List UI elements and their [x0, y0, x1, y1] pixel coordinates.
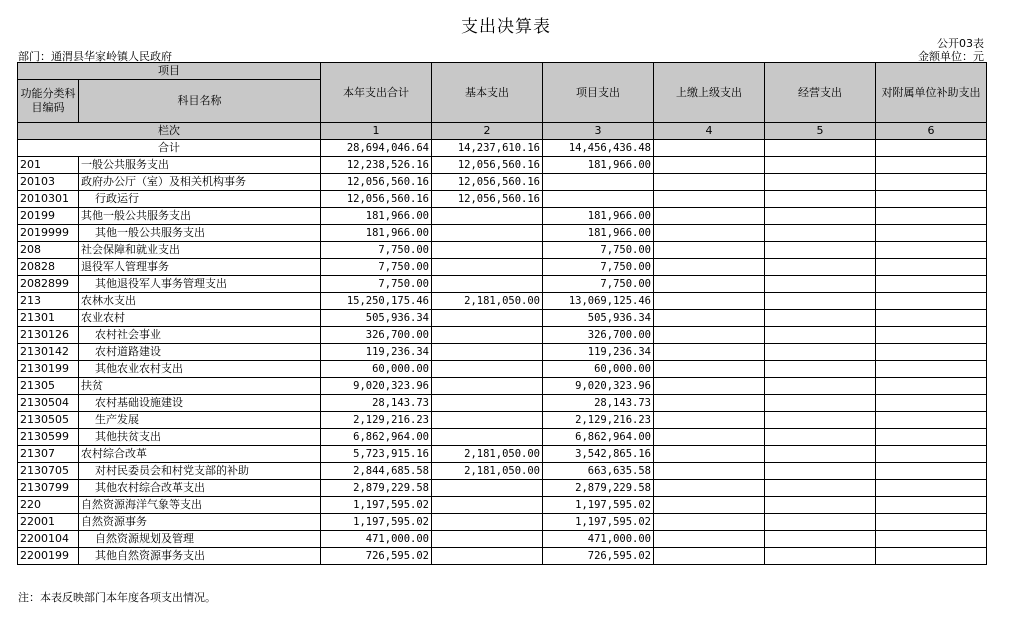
amount-cell: 7,750.00 — [543, 259, 654, 276]
amount-cell — [654, 225, 765, 242]
table-row — [18, 276, 987, 293]
table-row — [18, 327, 987, 344]
amount-cell — [765, 548, 876, 565]
subject-name-cell: 其他扶贫支出 — [79, 429, 321, 446]
table-row — [18, 361, 987, 378]
subject-name-cell: 生产发展 — [79, 412, 321, 429]
amount-cell: 471,000.00 — [543, 531, 654, 548]
amount-cell — [654, 446, 765, 463]
func-code-header: 功能分类科目编码 — [18, 80, 79, 123]
amount-cell — [432, 276, 543, 293]
amount-cell — [876, 157, 987, 174]
amount-cell: 2,844,685.58 — [321, 463, 432, 480]
amount-cell: 471,000.00 — [321, 531, 432, 548]
amount-cell — [876, 276, 987, 293]
table-row — [18, 463, 987, 480]
amount-cell: 726,595.02 — [321, 548, 432, 565]
amount-cell — [654, 497, 765, 514]
amount-cell — [876, 548, 987, 565]
amount-cell — [432, 429, 543, 446]
amount-cell — [876, 225, 987, 242]
func-code-cell: 2130199 — [18, 361, 79, 378]
amount-cell: 2,129,216.23 — [543, 412, 654, 429]
table-row — [18, 208, 987, 225]
table-row — [18, 378, 987, 395]
amount-cell: 119,236.34 — [543, 344, 654, 361]
amount-cell — [432, 225, 543, 242]
func-code-cell: 2010301 — [18, 191, 79, 208]
amount-cell: 181,966.00 — [543, 225, 654, 242]
amount-cell: 60,000.00 — [543, 361, 654, 378]
subject-name-cell: 自然资源海洋气象等支出 — [79, 497, 321, 514]
amount-cell: 7,750.00 — [543, 276, 654, 293]
table-row — [18, 497, 987, 514]
amount-cell — [654, 157, 765, 174]
total-label: 合计 — [18, 140, 321, 157]
amount-cell — [765, 276, 876, 293]
amount-cell — [765, 378, 876, 395]
amount-cell: 119,236.34 — [321, 344, 432, 361]
expenditure-table — [17, 62, 987, 565]
func-code-cell: 2130705 — [18, 463, 79, 480]
amount-cell — [432, 327, 543, 344]
subject-name-cell: 其他自然资源事务支出 — [79, 548, 321, 565]
amount-cell — [876, 378, 987, 395]
table-row — [18, 395, 987, 412]
table-row — [18, 514, 987, 531]
amount-cell: 28,143.73 — [543, 395, 654, 412]
amount-cell — [654, 395, 765, 412]
total-value — [654, 140, 765, 157]
subject-name-cell: 政府办公厅（室）及相关机构事务 — [79, 174, 321, 191]
func-code-cell: 220 — [18, 497, 79, 514]
column-header: 基本支出 — [432, 63, 543, 123]
amount-cell: 505,936.34 — [543, 310, 654, 327]
amount-cell — [432, 259, 543, 276]
subject-name-cell: 农业农村 — [79, 310, 321, 327]
column-header: 项目支出 — [543, 63, 654, 123]
func-code-cell: 2130799 — [18, 480, 79, 497]
amount-cell: 6,862,964.00 — [543, 429, 654, 446]
amount-cell: 12,056,560.16 — [321, 174, 432, 191]
amount-cell — [654, 548, 765, 565]
amount-cell — [765, 361, 876, 378]
subject-name-cell: 其他农村综合改革支出 — [79, 480, 321, 497]
amount-cell: 12,056,560.16 — [321, 191, 432, 208]
amount-cell — [765, 344, 876, 361]
table-row — [18, 548, 987, 565]
subject-name-cell: 其他退役军人事务管理支出 — [79, 276, 321, 293]
amount-cell: 181,966.00 — [543, 208, 654, 225]
amount-cell: 28,143.73 — [321, 395, 432, 412]
amount-cell — [876, 327, 987, 344]
func-code-cell: 2200104 — [18, 531, 79, 548]
total-value — [765, 140, 876, 157]
amount-cell: 505,936.34 — [321, 310, 432, 327]
amount-cell — [765, 191, 876, 208]
amount-cell: 1,197,595.02 — [321, 514, 432, 531]
amount-cell — [654, 412, 765, 429]
amount-cell — [876, 293, 987, 310]
amount-cell — [876, 174, 987, 191]
amount-cell — [654, 378, 765, 395]
amount-cell: 6,862,964.00 — [321, 429, 432, 446]
func-code-cell: 2200199 — [18, 548, 79, 565]
table-row — [18, 344, 987, 361]
amount-cell — [765, 225, 876, 242]
amount-cell — [876, 531, 987, 548]
table-row — [18, 310, 987, 327]
amount-cell — [654, 531, 765, 548]
col-index: 2 — [432, 123, 543, 140]
amount-cell — [765, 208, 876, 225]
func-code-cell: 2130599 — [18, 429, 79, 446]
amount-cell — [432, 497, 543, 514]
amount-cell — [765, 327, 876, 344]
amount-cell: 2,879,229.58 — [321, 480, 432, 497]
amount-cell — [765, 293, 876, 310]
amount-cell — [654, 310, 765, 327]
table-row — [18, 242, 987, 259]
subject-name-cell: 自然资源事务 — [79, 514, 321, 531]
table-row — [18, 412, 987, 429]
form-code: 公开03表 — [937, 37, 984, 50]
amount-cell: 181,966.00 — [543, 157, 654, 174]
amount-cell: 1,197,595.02 — [543, 497, 654, 514]
func-code-cell: 213 — [18, 293, 79, 310]
amount-unit: 金额单位：元 — [918, 50, 984, 63]
subject-name-cell: 行政运行 — [79, 191, 321, 208]
subject-name-cell: 其他一般公共服务支出 — [79, 225, 321, 242]
func-code-cell: 20828 — [18, 259, 79, 276]
amount-cell: 7,750.00 — [543, 242, 654, 259]
amount-cell — [654, 361, 765, 378]
amount-cell: 726,595.02 — [543, 548, 654, 565]
amount-cell: 7,750.00 — [321, 242, 432, 259]
amount-cell — [876, 208, 987, 225]
table-row — [18, 429, 987, 446]
amount-cell: 1,197,595.02 — [543, 514, 654, 531]
amount-cell — [876, 497, 987, 514]
subject-name-cell: 扶贫 — [79, 378, 321, 395]
amount-cell — [432, 514, 543, 531]
total-row — [18, 140, 987, 157]
amount-cell — [876, 191, 987, 208]
subject-name-cell: 社会保障和就业支出 — [79, 242, 321, 259]
amount-cell: 2,181,050.00 — [432, 446, 543, 463]
total-value: 14,456,436.48 — [543, 140, 654, 157]
func-code-cell: 21305 — [18, 378, 79, 395]
amount-cell — [432, 344, 543, 361]
amount-cell — [876, 259, 987, 276]
func-code-cell: 2082899 — [18, 276, 79, 293]
amount-cell — [654, 259, 765, 276]
amount-cell — [654, 463, 765, 480]
subject-name-cell: 其他一般公共服务支出 — [79, 208, 321, 225]
func-code-cell: 2130504 — [18, 395, 79, 412]
func-code-cell: 22001 — [18, 514, 79, 531]
amount-cell — [432, 548, 543, 565]
func-code-cell: 2130505 — [18, 412, 79, 429]
amount-cell — [432, 361, 543, 378]
amount-cell — [765, 446, 876, 463]
amount-cell: 181,966.00 — [321, 225, 432, 242]
amount-cell — [765, 497, 876, 514]
amount-cell — [432, 208, 543, 225]
subject-name-cell: 自然资源规划及管理 — [79, 531, 321, 548]
amount-cell — [654, 480, 765, 497]
amount-cell — [876, 429, 987, 446]
amount-cell — [543, 174, 654, 191]
col-index-label: 栏次 — [18, 123, 321, 140]
amount-cell — [765, 242, 876, 259]
amount-cell: 12,056,560.16 — [432, 174, 543, 191]
amount-cell — [765, 480, 876, 497]
amount-cell — [432, 378, 543, 395]
table-row — [18, 480, 987, 497]
amount-cell: 13,069,125.46 — [543, 293, 654, 310]
func-code-cell: 2019999 — [18, 225, 79, 242]
func-code-cell: 21307 — [18, 446, 79, 463]
table-row — [18, 191, 987, 208]
amount-cell — [876, 242, 987, 259]
subject-name-header: 科目名称 — [79, 80, 321, 123]
subject-name-cell: 农村综合改革 — [79, 446, 321, 463]
amount-cell — [432, 531, 543, 548]
table-note: 注：本表反映部门本年度各项支出情况。 — [18, 591, 216, 604]
amount-cell — [432, 310, 543, 327]
col-index: 5 — [765, 123, 876, 140]
table-row — [18, 446, 987, 463]
table-row — [18, 293, 987, 310]
subject-name-cell: 农村基础设施建设 — [79, 395, 321, 412]
amount-cell — [876, 344, 987, 361]
amount-cell: 15,250,175.46 — [321, 293, 432, 310]
amount-cell: 2,129,216.23 — [321, 412, 432, 429]
amount-cell: 12,238,526.16 — [321, 157, 432, 174]
amount-cell — [654, 293, 765, 310]
amount-cell — [654, 344, 765, 361]
amount-cell: 2,181,050.00 — [432, 293, 543, 310]
col-index: 4 — [654, 123, 765, 140]
amount-cell — [543, 191, 654, 208]
amount-cell: 9,020,323.96 — [543, 378, 654, 395]
amount-cell: 326,700.00 — [321, 327, 432, 344]
amount-cell — [654, 174, 765, 191]
amount-cell: 326,700.00 — [543, 327, 654, 344]
amount-cell: 5,723,915.16 — [321, 446, 432, 463]
func-code-cell: 201 — [18, 157, 79, 174]
amount-cell: 9,020,323.96 — [321, 378, 432, 395]
amount-cell — [432, 412, 543, 429]
amount-cell — [765, 174, 876, 191]
page-title: 支出决算表 — [461, 17, 551, 37]
amount-cell: 181,966.00 — [321, 208, 432, 225]
table-row — [18, 157, 987, 174]
subject-name-cell: 其他农业农村支出 — [79, 361, 321, 378]
project-header: 项目 — [18, 63, 321, 80]
col-index: 6 — [876, 123, 987, 140]
amount-cell — [876, 395, 987, 412]
subject-name-cell: 农村道路建设 — [79, 344, 321, 361]
table-row — [18, 225, 987, 242]
func-code-cell: 20199 — [18, 208, 79, 225]
column-header: 经营支出 — [765, 63, 876, 123]
amount-cell — [765, 463, 876, 480]
amount-cell — [654, 429, 765, 446]
amount-cell — [876, 480, 987, 497]
amount-cell — [765, 157, 876, 174]
amount-cell — [432, 395, 543, 412]
table-row — [18, 174, 987, 191]
amount-cell: 2,181,050.00 — [432, 463, 543, 480]
amount-cell — [765, 531, 876, 548]
func-code-cell: 2130126 — [18, 327, 79, 344]
amount-cell — [654, 208, 765, 225]
amount-cell — [432, 480, 543, 497]
amount-cell — [765, 395, 876, 412]
amount-cell — [654, 191, 765, 208]
amount-cell: 1,197,595.02 — [321, 497, 432, 514]
amount-cell — [432, 242, 543, 259]
subject-name-cell: 农林水支出 — [79, 293, 321, 310]
amount-cell — [654, 514, 765, 531]
amount-cell: 3,542,865.16 — [543, 446, 654, 463]
table-row — [18, 531, 987, 548]
amount-cell — [765, 412, 876, 429]
subject-name-cell: 退役军人管理事务 — [79, 259, 321, 276]
func-code-cell: 208 — [18, 242, 79, 259]
amount-cell — [876, 412, 987, 429]
total-value: 14,237,610.16 — [432, 140, 543, 157]
department-label: 部门：通渭县华家岭镇人民政府 — [18, 50, 172, 63]
func-code-cell: 2130142 — [18, 344, 79, 361]
amount-cell — [654, 276, 765, 293]
amount-cell: 663,635.58 — [543, 463, 654, 480]
amount-cell — [765, 429, 876, 446]
subject-name-cell: 一般公共服务支出 — [79, 157, 321, 174]
amount-cell: 12,056,560.16 — [432, 191, 543, 208]
amount-cell — [765, 310, 876, 327]
amount-cell — [654, 242, 765, 259]
func-code-cell: 21301 — [18, 310, 79, 327]
func-code-cell: 20103 — [18, 174, 79, 191]
amount-cell — [765, 259, 876, 276]
amount-cell — [876, 446, 987, 463]
subject-name-cell: 农村社会事业 — [79, 327, 321, 344]
amount-cell: 60,000.00 — [321, 361, 432, 378]
amount-cell — [876, 514, 987, 531]
amount-cell — [765, 514, 876, 531]
column-header: 对附属单位补助支出 — [876, 63, 987, 123]
amount-cell — [876, 361, 987, 378]
total-value: 28,694,046.64 — [321, 140, 432, 157]
amount-cell: 7,750.00 — [321, 276, 432, 293]
amount-cell — [876, 463, 987, 480]
amount-cell: 12,056,560.16 — [432, 157, 543, 174]
col-index: 1 — [321, 123, 432, 140]
subject-name-cell: 对村民委员会和村党支部的补助 — [79, 463, 321, 480]
amount-cell: 7,750.00 — [321, 259, 432, 276]
total-value — [876, 140, 987, 157]
amount-cell: 2,879,229.58 — [543, 480, 654, 497]
amount-cell — [654, 327, 765, 344]
column-header: 上缴上级支出 — [654, 63, 765, 123]
column-header: 本年支出合计 — [321, 63, 432, 123]
table-row — [18, 259, 987, 276]
amount-cell — [876, 310, 987, 327]
col-index: 3 — [543, 123, 654, 140]
